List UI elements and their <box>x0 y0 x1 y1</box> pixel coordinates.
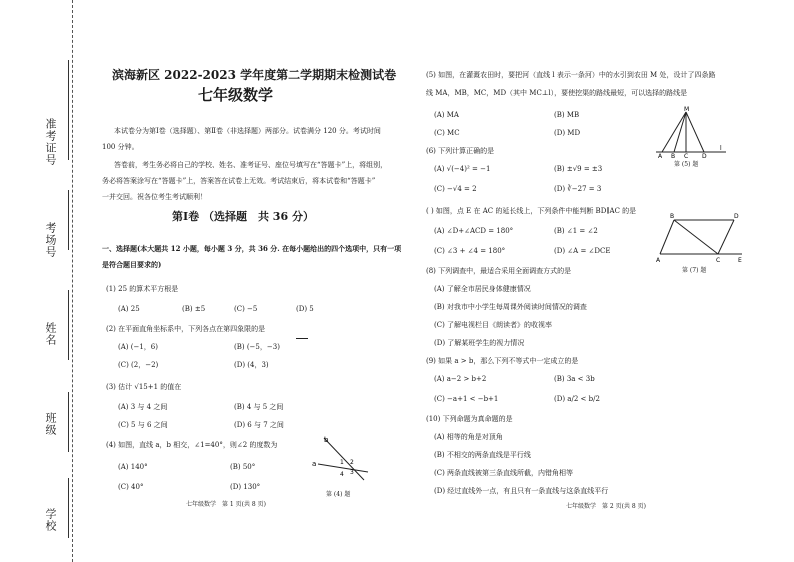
q6-option-c: (C) −√4 = 2 <box>434 185 477 193</box>
point-b: B <box>671 153 676 158</box>
intro-line-3: 答卷前，考生务必将自己的学校、姓名、准考证号、座位号填写在“答题卡”上，将组别， <box>114 161 388 169</box>
q2-option-b: (B) (−5，−3) <box>234 343 280 351</box>
q7-option-c: (C) ∠3 + ∠4 = 180° <box>434 247 506 255</box>
point-b: B <box>670 213 675 220</box>
point-l: l <box>720 145 722 152</box>
path-md <box>686 112 704 152</box>
intro-line-4: 务必将答案涂写在“答题卡”上，答案答在试卷上无效。考试结束后，将本试卷和“答题卡” <box>102 177 376 185</box>
q3-option-c: (C) 5 与 6 之间 <box>118 421 168 429</box>
footer-page-2: 七年级数学 第 2 页(共 8 页) <box>566 503 646 510</box>
name-underline <box>68 290 69 360</box>
q7-figure-caption: 第 (7) 题 <box>682 267 707 274</box>
q2-option-d: (D) (4，3) <box>234 361 269 369</box>
binding-sidebar <box>0 0 92 562</box>
seat-underline <box>68 190 69 250</box>
ticket-underline <box>68 60 69 160</box>
angle-2: 2 <box>350 459 354 466</box>
intro-line-1: 本试卷分为第Ⅰ卷（选择题）、第Ⅱ卷（非选择题）两部分。试卷满分 120 分。考试时间 <box>114 127 381 135</box>
point-d: D <box>702 153 707 158</box>
q5-option-d: (D) MD <box>554 129 581 137</box>
school-underline <box>68 478 69 538</box>
margin-mark <box>296 338 308 339</box>
q8-option-c: (C) 了解电视栏目《朗读者》的收视率 <box>434 321 553 329</box>
q1-option-a: (A) 25 <box>118 305 140 313</box>
q4-figure-caption: 第 (4) 题 <box>326 491 351 498</box>
segment-bc <box>674 220 718 254</box>
angle-4: 4 <box>340 471 344 478</box>
cut-line <box>72 0 73 562</box>
q2-stem: (2) 在平面直角坐标系中，下列各点在第四象限的是 <box>106 325 266 333</box>
q4-figure <box>312 432 372 492</box>
q4-option-a: (A) 140° <box>118 463 148 471</box>
point-c: C <box>684 153 689 158</box>
footer-page-1: 七年级数学 第 1 页(共 8 页) <box>186 501 266 508</box>
q5-option-b: (B) MB <box>554 111 580 119</box>
q9-option-d: (D) a/2 < b/2 <box>554 395 600 403</box>
q8-option-a: (A) 了解全市居民身体健康情况 <box>434 285 531 293</box>
q1-stem: (1) 25 的算术平方根是 <box>106 285 179 293</box>
q7-figure <box>656 212 744 264</box>
q9-option-b: (B) 3a < 3b <box>554 375 595 383</box>
point-a: A <box>656 257 661 264</box>
q10-option-b: (B) 不相交的两条直线是平行线 <box>434 451 531 459</box>
line-b <box>324 438 364 480</box>
q4-option-b: (B) 50° <box>230 463 256 471</box>
q10-option-a: (A) 相等的角是对顶角 <box>434 433 503 441</box>
class-underline <box>68 392 69 452</box>
intro-line-2: 100 分钟。 <box>102 143 139 151</box>
segment-dc <box>718 220 734 254</box>
section-heading: 第Ⅰ卷 （选择题 共 36 分） <box>172 210 314 223</box>
label-a: a <box>312 460 317 468</box>
q2-option-c: (C) (2，−2) <box>118 361 159 369</box>
q9-stem: (9) 如果 a > b，那么下列不等式中一定成立的是 <box>426 357 579 365</box>
point-m: M <box>684 106 690 113</box>
q4-option-c: (C) 40° <box>118 483 144 491</box>
q9-option-c: (C) −a+1 < −b+1 <box>434 395 499 403</box>
q2-option-a: (A) (−1，6) <box>118 343 158 351</box>
q5-figure-caption: 第 (5) 题 <box>674 161 699 168</box>
label-b: b <box>324 436 329 444</box>
q1-option-c: (C) −5 <box>234 305 258 313</box>
q3-option-a: (A) 3 与 4 之间 <box>118 403 168 411</box>
q7-option-b: (B) ∠1 = ∠2 <box>554 227 598 235</box>
q3-option-b: (B) 4 与 5 之间 <box>234 403 284 411</box>
q10-option-d: (D) 经过直线外一点，有且只有一条直线与这条直线平行 <box>434 487 609 495</box>
instructions-line-2: 是符合题目要求的) <box>102 260 162 269</box>
path-mb <box>674 112 686 152</box>
q5-stem-line-1: (5) 如图，在灌溉农田时，要把河（直线 l 表示一条河）中的水引到农田 M 处，设计了四条路 <box>426 71 716 79</box>
q5-stem-line-2: 线 MA，MB，MC，MD（其中 MC⊥l），要使挖渠的路线最短，可以选择的路线是 <box>426 89 688 97</box>
q3-stem: (3) 估计 √15+1 的值在 <box>106 383 182 391</box>
angle-1: 1 <box>340 459 344 466</box>
name-label: 姓名 <box>44 322 57 346</box>
q5-option-c: (C) MC <box>434 129 460 137</box>
point-a: A <box>658 153 663 158</box>
path-ma <box>662 112 686 152</box>
q3-option-d: (D) 6 与 7 之间 <box>234 421 284 429</box>
q6-option-b: (B) ±√9 = ±3 <box>554 165 603 173</box>
point-d: D <box>734 213 739 220</box>
q10-option-c: (C) 两条直线被第三条直线所截，内错角相等 <box>434 469 574 477</box>
segment-ab <box>660 220 674 254</box>
class-label: 班级 <box>44 412 57 436</box>
q1-option-b: (B) ±5 <box>182 305 206 313</box>
q4-stem: (4) 如图，直线 a，b 相交，∠1=40°，则∠2 的度数为 <box>106 441 278 449</box>
q1-option-d: (D) 5 <box>296 305 314 313</box>
q8-option-b: (B) 对我市中小学生每周课外阅读时间情况的调查 <box>434 303 587 311</box>
q7-stem: ( ) 如图，点 E 在 AC 的延长线上，下列条件中能判断 BD∥AC 的是 <box>426 207 637 215</box>
q8-stem: (8) 下列调查中，最适合采用全面调查方式的是 <box>426 267 572 275</box>
ticket-number-label: 准考证号 <box>44 118 57 166</box>
q6-stem: (6) 下列计算正确的是 <box>426 147 495 155</box>
school-label: 学校 <box>44 508 57 532</box>
seat-label: 考场号 <box>44 222 57 258</box>
point-e: E <box>738 257 742 264</box>
instructions-line-1: 一、选择题(本大题共 12 小题，每小题 3 分，共 36 分. 在每小题给出的四个选项中，只有一项 <box>102 244 402 253</box>
q10-stem: (10) 下列命题为真命题的是 <box>426 415 513 423</box>
q5-figure <box>656 106 726 158</box>
q9-option-a: (A) a−2 > b+2 <box>434 375 487 383</box>
q6-option-a: (A) √(−4)² = −1 <box>434 165 491 173</box>
subject-title: 七年级数学 <box>198 86 274 104</box>
q6-option-d: (D) ∛−27 = 3 <box>554 185 602 193</box>
intro-line-5: 一并交回。祝各位考生考试顺利！ <box>102 193 207 201</box>
q5-option-a: (A) MA <box>434 111 459 119</box>
exam-title: 滨海新区 2022-2023 学年度第二学期期末检测试卷 <box>112 68 397 82</box>
q4-option-d: (D) 130° <box>230 483 261 491</box>
q7-option-d: (D) ∠A = ∠DCE <box>554 247 611 255</box>
point-c: C <box>716 257 721 264</box>
q8-option-d: (D) 了解某班学生的视力情况 <box>434 339 525 347</box>
q7-option-a: (A) ∠D+∠ACD = 180° <box>434 227 514 235</box>
angle-3: 3 <box>350 469 354 476</box>
